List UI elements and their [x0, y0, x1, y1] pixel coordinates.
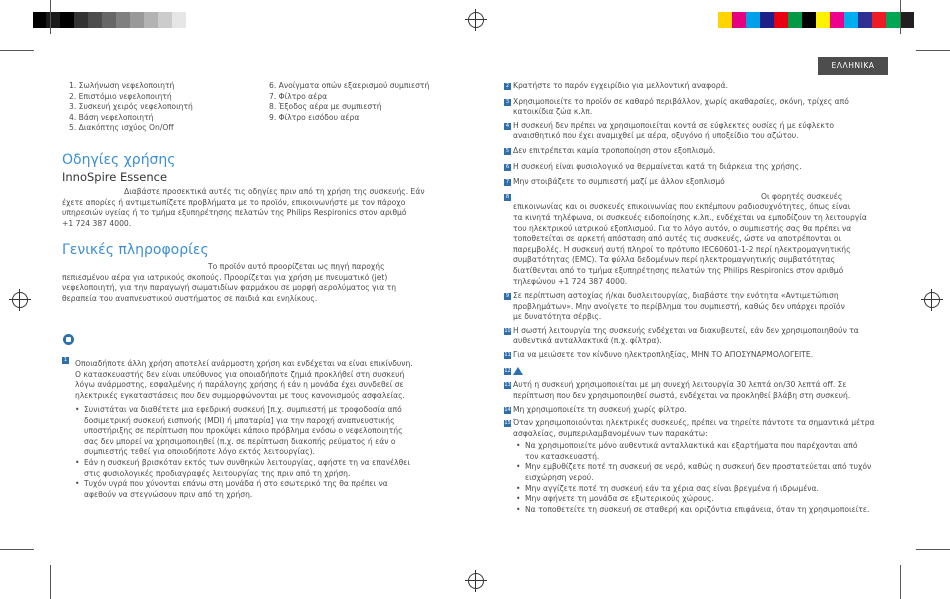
text-line: Οποιαδήποτε άλλη χρήση αποτελεί ανάρμοστη χρήση και ενδέχεται να είναι επικίνδυνη. — [75, 359, 413, 368]
text-line: +1 724 387 4000. — [62, 218, 132, 228]
text-line: Εάν η συσκευή βρισκόταν εκτός των συνθηκών λειτουργίας, αφήστε τη να επανέλθει — [84, 457, 410, 467]
list-item — [504, 291, 884, 323]
list-item — [516, 484, 884, 495]
crop-mark — [50, 565, 51, 599]
text-line: παρεμβολές. Η συσκευή αυτή πληροί το πρότυπο IEC60601-1-2 περί ηλεκτρομαγνητικής — [513, 244, 851, 254]
text-line: με δυνατότητα σέρβις. — [513, 312, 602, 322]
instructions-heading: Οδηγίες χρήσης — [62, 152, 176, 168]
gray-swatch — [130, 12, 144, 28]
text-line: Τυχόν υγρά που χύνονται επάνω στη μονάδα ή στο εσωτερικό της θα πρέπει να — [84, 479, 388, 489]
text-line: δοσιμετρική συσκευή εισπνοής (MDI) ή μπαταρία] για την παροχή αναπνευστικής — [84, 415, 395, 425]
list-item — [75, 458, 475, 479]
text-line: Συνιστάται να διαθέτετε μια εφεδρική συσκευή [π.χ. συμπιεστή με τροφοδοσία από — [84, 405, 402, 414]
crop-mark — [900, 0, 901, 34]
color-swatch — [830, 12, 844, 28]
part-item: 5. Διακόπτης ισχύος On/Off — [69, 123, 174, 133]
text-line: Να χρησιμοποιείτε μόνο αυθεντικά ανταλλακτικά και εξαρτήματα που παρέχονται από — [525, 441, 858, 451]
text-line: Διαβάστε προσεκτικά αυτές τις οδηγίες πριν από τη χρήση της συσκευής. Εάν — [124, 187, 425, 196]
color-swatch — [900, 12, 914, 28]
tag-number: 3 — [505, 98, 510, 105]
color-swatch — [872, 12, 886, 28]
tag-number: 5 — [505, 147, 510, 154]
text-line: Ο κατασκευαστής δεν είναι υπεύθυνος για οποιαδήποτε ζημιά προκλήθεί στη συσκευή — [75, 369, 405, 379]
text-line: Η σωστή λειτουργία της συσκευής ενδέχεται να διακυβευτεί, εάν δεν χρησιμοποιηθούν τα — [513, 325, 859, 335]
text-line: τα κινητά τηλέφωνα, οι συσκευές ειδοποίησης κ.λπ., ενδέχεται να εμποδίζουν τη λειτουργία — [513, 212, 867, 222]
registration-mark-icon — [924, 292, 940, 308]
text-line: Οι φορητές συσκευές — [761, 191, 843, 201]
crop-mark — [50, 0, 51, 34]
color-swatch — [718, 12, 732, 28]
gray-swatch — [116, 12, 130, 28]
color-swatch — [732, 12, 746, 28]
text-line: έχετε απορίες ή αντιμετωπίζετε προβλήματα με το προϊόν, επικοινωνήστε με τον πάροχο — [62, 197, 406, 207]
color-swatch — [760, 12, 774, 28]
list-item — [504, 192, 884, 287]
part-item: 4. Βάση νεφελοποιητή — [69, 112, 154, 122]
text-line: Μην αφήνετε τη μονάδα σε εξωτερικούς χώρους. — [525, 494, 714, 504]
text-line: νεφελοποιητή, για την παραγωγή σωματιδίων φαρμάκου σε μορφή αερολύματος για τη — [62, 283, 397, 293]
text-line: αφεθούν να στεγνώσουν πριν από τη χρήση. — [84, 489, 253, 499]
text-line: Κρατήστε το παρόν εγχειρίδιο για μελλοντική αναφορά. — [513, 81, 729, 90]
right-column — [504, 81, 884, 515]
electrical-hazard-icon — [513, 367, 523, 375]
text-line: Μην εμβυθίζετε ποτέ τη συσκευή σε νερό, καθώς η συσκευή δεν προστατεύεται από τυχόν — [525, 462, 872, 472]
text-line: πεπιεσμένου αέρα για ιατρικούς σκοπούς. Προορίζεται για χρήση με πνευματικό (jet) — [62, 272, 388, 282]
product-name: InnoSpire Essence — [62, 170, 168, 184]
list-item — [504, 366, 884, 377]
part-item: 2. Επιστόμιο νεφελοποιητή — [69, 91, 172, 101]
color-swatch — [858, 12, 872, 28]
tag-number: 1 — [63, 357, 68, 363]
text-line: αυθεντικά ανταλλακτικά (π.χ. φίλτρα). — [513, 336, 662, 346]
gray-swatch — [74, 12, 88, 28]
tag-number: 10 — [504, 327, 511, 334]
text-line: Όταν χρησιμοποιούνται ηλεκτρικές συσκευές, πρέπει να τηρείτε πάντοτε τα σημαντικά μέτρα — [513, 418, 875, 428]
text-line: Μη χρησιμοποιείτε τη συσκευή χωρίς φίλτρο. — [513, 405, 687, 415]
list-item — [516, 462, 884, 483]
text-line: κατοικίδια ζώα κ.λπ. — [513, 107, 593, 117]
text-line: θεραπεία του αναπνευστικού συστήματος σε παιδιά και ενηλίκους. — [62, 293, 318, 303]
list-item — [504, 146, 884, 157]
registration-mark-icon — [468, 573, 484, 589]
gray-swatch — [60, 12, 74, 28]
gray-swatch — [102, 12, 116, 28]
list-item — [504, 121, 884, 142]
text-line: προβλημάτων». Μην ανοίγετε το περίβλημα του συμπιεστή, καθώς δεν υπάρχει προϊόν — [513, 301, 845, 311]
color-swatch — [886, 12, 900, 28]
tag-number: 4 — [505, 122, 510, 129]
language-tab: ΕΛΛΗΝΙΚΑ — [818, 57, 888, 75]
gray-swatch — [158, 12, 172, 28]
warning-icon — [63, 334, 74, 345]
text-line: συμπιεστής τεθεί για οποιοδήποτε λόγο εκτός λειτουργίας). — [84, 447, 315, 457]
text-line: Μην στοιβάζετε το συμπιεστή μαζί με άλλον εξοπλισμό — [513, 177, 725, 187]
text-line: Δεν επιτρέπεται καμία τροποποίηση στον εξοπλισμό. — [513, 145, 716, 155]
text-line: Για να μειώσετε τον κίνδυνο ηλεκτροπληξίας, ΜΗΝ ΤΟ ΑΠΟΣΥΝΑΡΜΟΛΟΓΕΙΤΕ. — [513, 350, 814, 360]
tag-number: 8 — [505, 193, 510, 200]
list-item — [504, 81, 884, 92]
crop-mark — [0, 549, 34, 550]
list-item — [504, 405, 884, 416]
list-item — [516, 441, 884, 462]
text-line: λόγω ανάρμοστης, εσφαλμένης ή παράλογης χρήσης ή εάν η μονάδα έχει συνδεθεί σε — [75, 380, 404, 390]
text-line: εισχώρηση νερού. — [525, 473, 594, 482]
list-item — [504, 350, 884, 361]
registration-mark-icon — [468, 12, 484, 28]
misuse-text — [75, 359, 475, 401]
text-line: υποστήριξης σε περίπτωση που προκύψει κάποιο πρόβλημα ενόσω ο νεφελοποιητής — [84, 426, 403, 436]
list-item — [504, 326, 884, 347]
text-line: Η συσκευή είναι φυσιολογικό να θερμαίνεται κατά τη διάρκεια της χρήσης. — [513, 161, 802, 171]
text-line: υπηρεσιών υγείας ή το τμήμα εξυπηρέτησης πελατών της Philips Respironics στον αριθμό — [62, 208, 407, 218]
tag-number: 2 — [505, 83, 510, 89]
gray-swatch — [46, 12, 60, 28]
item-tag-1 — [62, 350, 71, 369]
part-item: 9. Φίλτρο εισόδου αέρα — [269, 112, 360, 122]
text-line: περίπτωση που δεν χρησιμοποιηθεί σωστά, ενδέχεται να προκληθεί βλάβη στη συσκευή. — [513, 390, 851, 400]
general-heading: Γενικές πληροφορίες — [62, 242, 209, 258]
text-line: στις φυσιολογικές προδιαγραφές λειτουργίας της πριν από τη χρήση. — [84, 468, 351, 478]
list-item — [516, 505, 884, 516]
bullet-list-right — [504, 441, 884, 515]
crop-mark — [0, 50, 34, 51]
color-swatch — [788, 12, 802, 28]
list-item — [75, 479, 475, 500]
crop-mark — [900, 565, 901, 599]
registration-mark-icon — [12, 292, 28, 308]
part-item: 6. Ανοίγματα οπών εξαερισμού συμπιεστή — [269, 81, 430, 90]
text-line: τον κατασκευαστή. — [525, 451, 600, 461]
color-swatch — [746, 12, 760, 28]
text-line: τηλεφώνου +1 724 387 4000. — [513, 276, 628, 286]
text-line: σας δεν μπορεί να χρησιμοποιηθεί (π.χ. σε περίπτωση διακοπής ρεύματος ή εάν ο — [84, 436, 396, 446]
tag-number: 13 — [504, 382, 511, 389]
list-item — [504, 418, 884, 439]
text-line: τοποθετείται σε αρκετή απόσταση από αυτές τις συσκευές, ώστε να αποτρέπονται οι — [513, 234, 842, 244]
part-item: 1. Σωλήνωση νεφελοποιητή — [69, 81, 175, 90]
tag-number: 12 — [504, 367, 511, 374]
tag-number: 11 — [504, 352, 511, 359]
text-line: Η συσκευή δεν πρέπει να χρησιμοποιείται κοντά σε εύφλεκτες ουσίες ή με εύφλεκτο — [513, 120, 835, 130]
gray-swatch — [88, 12, 102, 28]
text-line: ασφαλείας, συμπεριλαμβανομένων των παρακάτω: — [513, 428, 708, 438]
tag-number: 15 — [504, 420, 511, 427]
tag-number: 14 — [504, 407, 511, 414]
text-line: ηλεκτρικές εγκαταστάσεις που δεν συμμορφώνονται με τους κανονισμούς ασφαλείας. — [75, 390, 405, 400]
tag-number: 7 — [505, 179, 510, 186]
text-line: συμβατότητας (EMC). Τα φύλλα δεδομένων περί ηλεκτρομαγνητικής συμβατότητας — [513, 255, 836, 265]
list-item — [516, 494, 884, 505]
general-text — [62, 262, 472, 304]
gray-swatch — [33, 12, 46, 28]
part-item: 7. Φίλτρο αέρα — [269, 91, 328, 101]
text-line: αναισθητικό που έχει αναμιχθεί με αέρα, οξυγόνο ή υποξείδιο του αζώτου. — [513, 131, 799, 141]
tag-number: 6 — [505, 163, 510, 170]
text-line: διατίθενται από το τμήμα εξυπηρέτησης πελατών της Philips Respironics στον αριθμό — [513, 265, 844, 275]
color-swatch — [844, 12, 858, 28]
text-line: Χρησιμοποιείτε το προϊόν σε καθαρό περιβάλλον, χωρίς ακαθαρσίες, σκόνη, τρίχες από — [513, 96, 849, 106]
part-item: 3. Συσκευή χειρός νεφελοποιητή — [69, 102, 193, 112]
text-line: Μην αγγίζετε ποτέ τη συσκευή εάν τα χέρια σας είναι βρεγμένα ή ιδρωμένα. — [525, 483, 819, 493]
color-swatch — [816, 12, 830, 28]
gray-swatch — [144, 12, 158, 28]
tag-number: 9 — [505, 293, 510, 300]
part-item: 8. Έξοδος αέρα με συμπιεστή — [269, 102, 382, 112]
parts-list-left — [69, 81, 259, 134]
text-line: Να τοποθετείτε τη συσκευή σε σταθερή και οριζόντια επιφάνεια, όταν τη χρησιμοποιείτε. — [525, 504, 870, 514]
text-line: Σε περίπτωση αστοχίας ή/και δυσλειτουργίας, διαβάστε την ενότητα «Αντιμετώπιση — [513, 291, 839, 301]
list-item — [504, 97, 884, 118]
bullet-list-left — [75, 405, 475, 500]
crop-mark — [916, 50, 950, 51]
color-swatch — [802, 12, 816, 28]
color-swatch — [774, 12, 788, 28]
text-line: επικοινωνίας και οι συσκευές επικοινωνίας που εκπέμπουν ραδιοσυχνότητες, όπως είναι — [513, 202, 851, 212]
instructions-text — [62, 187, 472, 229]
list-item — [504, 380, 884, 401]
parts-list-right — [269, 81, 469, 123]
list-item — [504, 162, 884, 173]
list-item — [504, 177, 884, 188]
text-line: του ηλεκτρικού ιατρικού εξοπλισμού. Για το λόγο αυτόν, ο συμπιεστής σας θα πρέπει να — [513, 223, 852, 233]
crop-mark — [916, 549, 950, 550]
text-line: Αυτή η συσκευή χρησιμοποιείται με μη συνεχή λειτουργία 30 λεπτά on/30 λεπτά off. Σε — [513, 380, 847, 390]
gray-swatch — [172, 12, 186, 28]
text-line: Το προϊόν αυτό προορίζεται ως πηγή παροχής — [208, 262, 385, 271]
list-item — [75, 405, 475, 458]
